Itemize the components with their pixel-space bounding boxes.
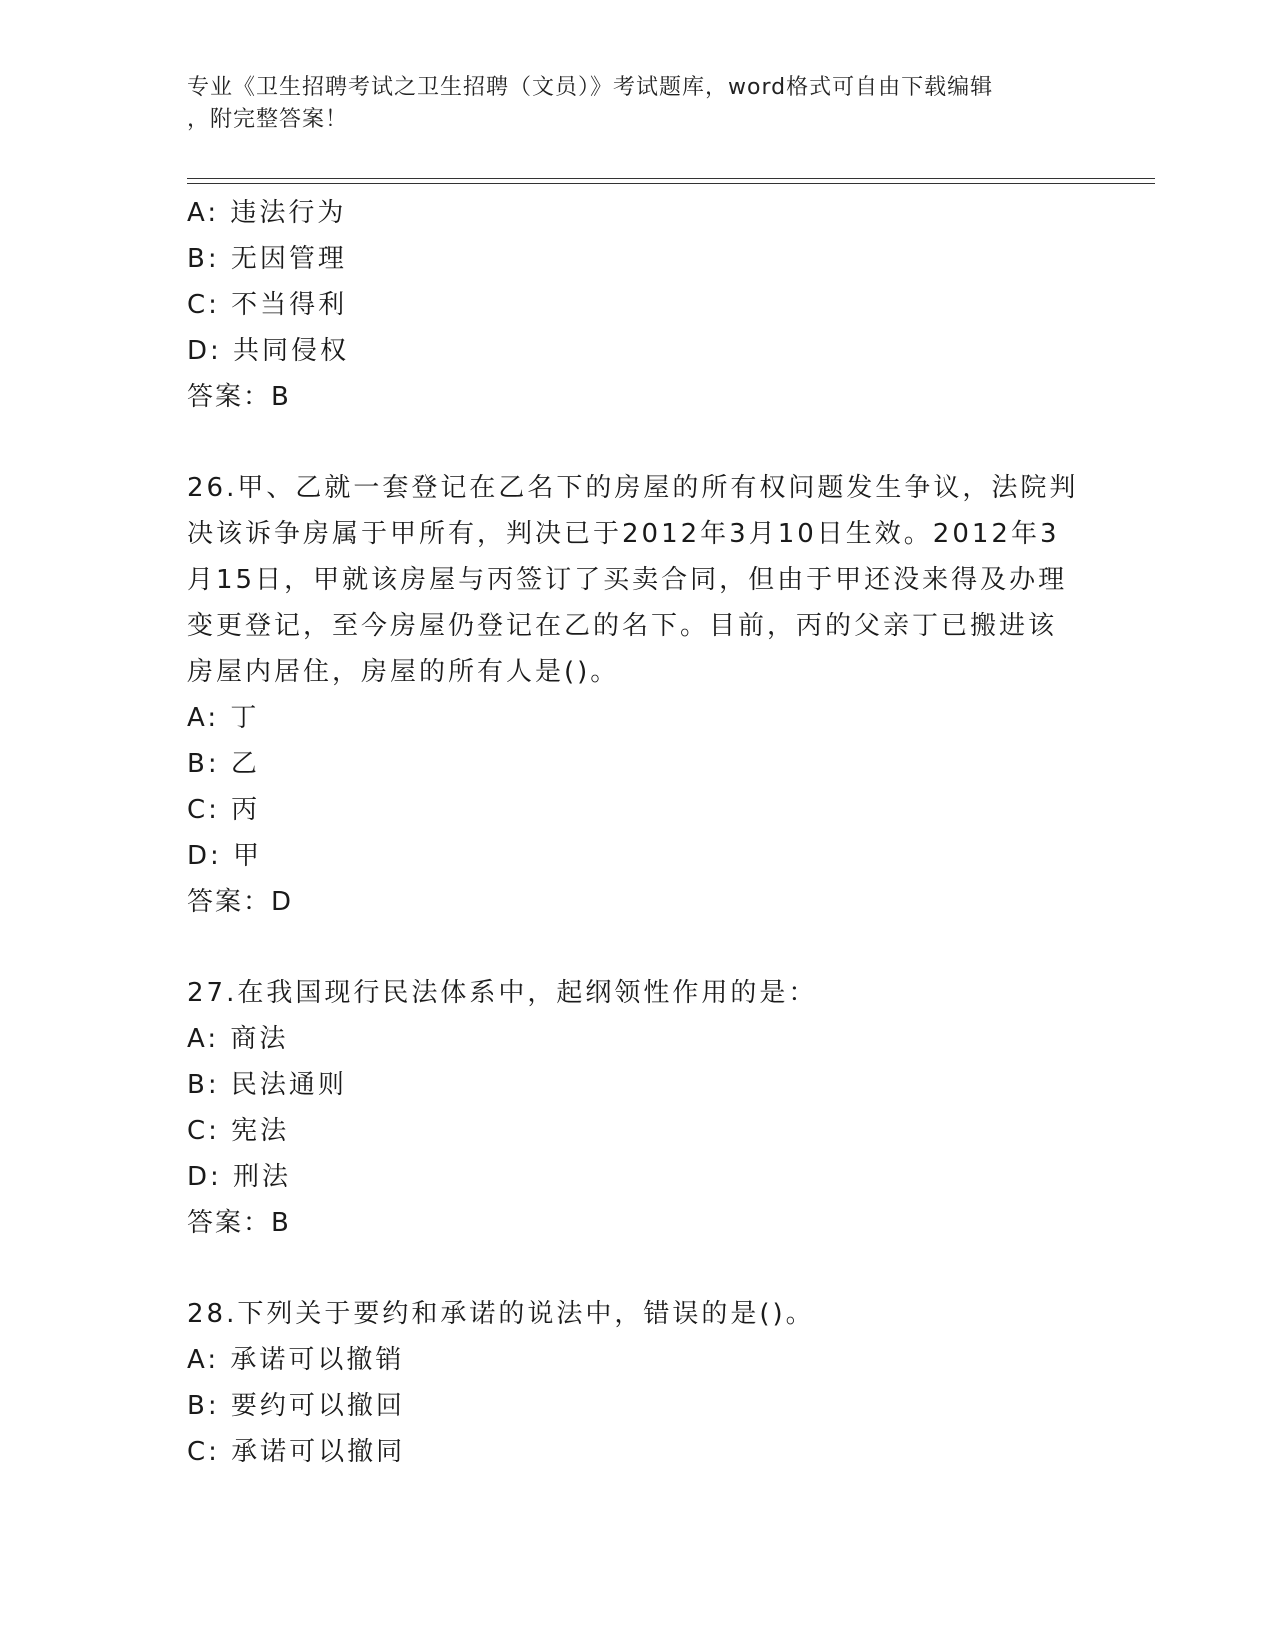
question-25-tail (187, 190, 1087, 420)
answer: 答案：D (187, 887, 294, 917)
option-d: D: 共同侵权 (187, 336, 350, 366)
option-a: A: 违法行为 (187, 198, 347, 228)
question-stem (187, 465, 1087, 695)
option-a: A: 商法 (187, 1024, 289, 1054)
header-rule-bottom (187, 183, 1155, 184)
question-26 (187, 465, 1087, 925)
question-stem (187, 970, 1087, 1016)
header-line-2: ，附完整答案！ (187, 107, 349, 132)
stem-line: 28.下列关于要约和承诺的说法中，错误的是()。 (187, 1299, 815, 1329)
page-header (187, 72, 1087, 136)
option-b: B: 民法通则 (187, 1070, 347, 1100)
question-27 (187, 970, 1087, 1246)
option-c: C: 不当得利 (187, 290, 348, 320)
stem-line: 月15日，甲就该房屋与丙签订了买卖合同，但由于甲还没来得及办理 (187, 565, 1068, 595)
option-a: A: 承诺可以撤销 (187, 1345, 405, 1375)
question-stem (187, 1291, 1087, 1337)
option-d: D: 刑法 (187, 1162, 292, 1192)
stem-line: 26.甲、乙就一套登记在乙名下的房屋的所有权问题发生争议，法院判 (187, 473, 1079, 503)
header-line-1: 专业《卫生招聘考试之卫生招聘（文员）》考试题库，word格式可自由下载编辑 (187, 75, 994, 100)
option-b: B: 无因管理 (187, 244, 347, 274)
question-gap (187, 420, 1087, 465)
header-rule-top (187, 178, 1155, 179)
option-c: C: 承诺可以撤同 (187, 1437, 406, 1467)
stem-line: 27.在我国现行民法体系中，起纲领性作用的是： (187, 978, 818, 1008)
stem-line: 决该诉争房属于甲所有，判决已于2012年3月10日生效。2012年3 (187, 519, 1060, 549)
option-c: C: 宪法 (187, 1116, 290, 1146)
answer: 答案：B (187, 1208, 291, 1238)
stem-line: 变更登记，至今房屋仍登记在乙的名下。目前，丙的父亲丁已搬进该 (187, 611, 1058, 641)
question-gap (187, 925, 1087, 970)
question-28 (187, 1291, 1087, 1475)
question-gap (187, 1246, 1087, 1291)
option-a: A: 丁 (187, 703, 260, 733)
answer: 答案：B (187, 382, 291, 412)
option-d: D: 甲 (187, 841, 263, 871)
question-content (187, 190, 1087, 1475)
stem-line: 房屋内居住，房屋的所有人是()。 (187, 657, 620, 687)
option-b: B: 乙 (187, 749, 260, 779)
option-c: C: 丙 (187, 795, 261, 825)
option-b: B: 要约可以撤回 (187, 1391, 405, 1421)
